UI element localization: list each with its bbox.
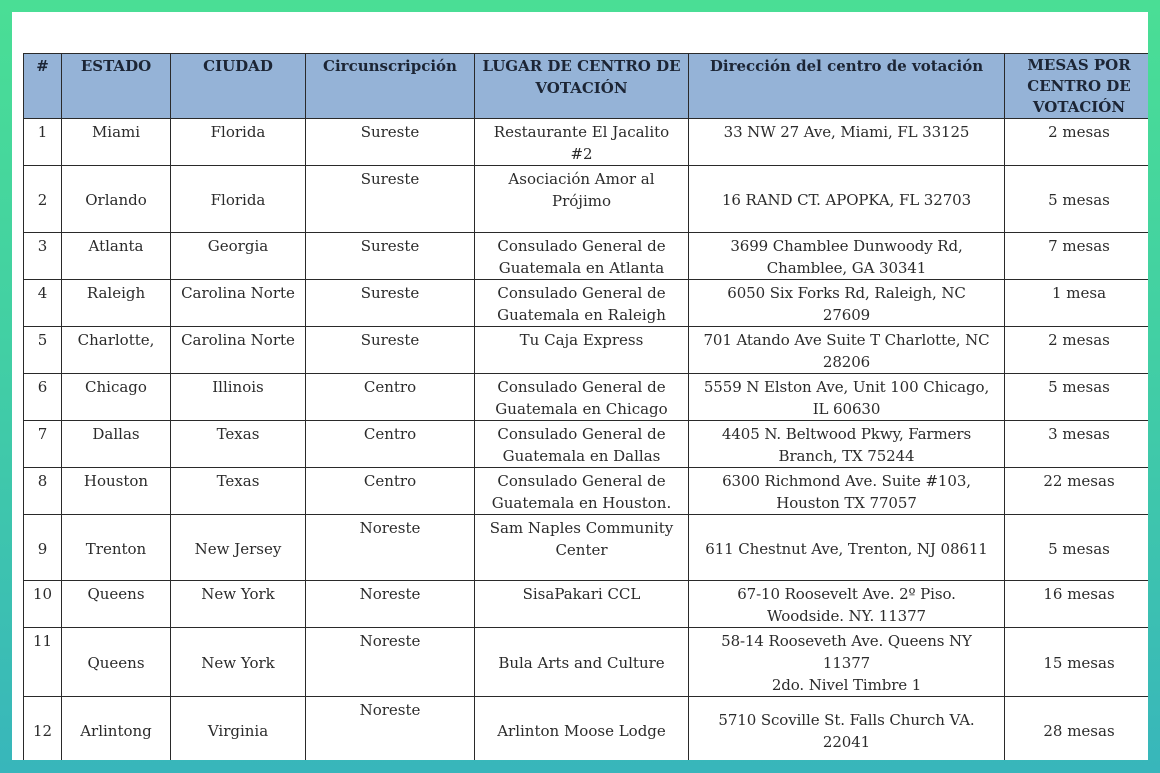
table-row [24,581,1149,628]
direccion-cell-line: 6300 Richmond Ave. Suite #103, [722,472,971,490]
ciudad-cell: New Jersey [171,515,306,581]
lugar-cell [475,233,689,280]
circunscripcion-cell: Sureste [306,280,475,327]
mesas-cell: 5 mesas [1005,515,1149,581]
direccion-cell [689,581,1005,628]
header-mesas-line: CENTRO DE [1027,77,1131,95]
ciudad-cell: Carolina Norte [171,280,306,327]
direccion-cell [689,166,1005,233]
lugar-cell [475,468,689,515]
lugar-cell-line: Tu Caja Express [519,331,644,349]
lugar-cell-line: Guatemala en Houston. [491,494,672,512]
direccion-cell-line: 33 NW 27 Ave, Miami, FL 33125 [723,123,970,141]
table-row [24,280,1149,327]
direccion-cell-line: Houston TX 77057 [776,494,917,512]
circunscripcion-cell: Centro [306,421,475,468]
table-row [24,468,1149,515]
direccion-cell [689,374,1005,421]
table-row [24,697,1149,761]
lugar-cell [475,374,689,421]
direccion-cell-line: 27609 [822,306,871,324]
mesas-cell: 15 mesas [1005,628,1149,697]
row-number: 1 [24,119,62,166]
header-lugar [475,54,689,119]
lugar-cell-line: Guatemala en Raleigh [497,306,666,324]
direccion-cell-line: 16 RAND CT. APOPKA, FL 32703 [721,191,972,209]
row-number: 4 [24,280,62,327]
circunscripcion-cell: Sureste [306,166,475,233]
header-ciudad: CIUDAD [171,54,306,119]
lugar-cell-line: Guatemala en Atlanta [498,259,665,277]
direccion-cell [689,697,1005,761]
ciudad-cell: Texas [171,421,306,468]
table-row [24,421,1149,468]
mesas-cell: 7 mesas [1005,233,1149,280]
lugar-cell-line: Arlinton Moose Lodge [497,721,666,740]
lugar-cell-line: Consulado General de [497,425,666,443]
lugar-cell-line: Consulado General de [497,378,666,396]
mesas-cell: 5 mesas [1005,166,1149,233]
lugar-cell [475,628,689,697]
mesas-cell: 16 mesas [1005,581,1149,628]
direccion-cell-line: 2do. Nivel Timbre 1 [771,676,922,694]
lugar-cell-line: Asociación Amor al [508,170,655,188]
lugar-cell [475,515,689,581]
direccion-cell [689,468,1005,515]
estado-cell: Atlanta [62,233,171,280]
lugar-cell [475,166,689,233]
row-number: 8 [24,468,62,515]
header-lugar-line: VOTACIÓN [535,79,628,97]
direccion-cell-line: Chamblee, GA 30341 [766,259,927,277]
direccion-cell-line: 611 Chestnut Ave, Trenton, NJ 08611 [705,539,988,558]
direccion-cell [689,280,1005,327]
header-mesas-line: VOTACIÓN [1032,98,1126,116]
direccion-cell-line: 5559 N Elston Ave, Unit 100 Chicago, [703,378,990,396]
lugar-cell [475,280,689,327]
direccion-cell-line: 701 Atando Ave Suite T Charlotte, NC [703,331,990,349]
direccion-cell [689,628,1005,697]
circunscripcion-cell: Centro [306,374,475,421]
estado-cell: Queens [62,628,171,697]
row-number: 9 [24,515,62,581]
mesas-cell: 2 mesas [1005,327,1149,374]
lugar-cell-line: Consulado General de [497,284,666,302]
direccion-cell-line: 28206 [822,353,871,371]
direccion-cell-line: 5710 Scoville St. Falls Church VA. [718,710,975,729]
table-row [24,119,1149,166]
lugar-cell [475,697,689,761]
header-estado: ESTADO [62,54,171,119]
table-row [24,166,1149,233]
estado-cell: Orlando [62,166,171,233]
lugar-cell-line: Guatemala en Dallas [502,447,661,465]
direccion-cell-line: 3699 Chamblee Dunwoody Rd, [730,237,963,255]
header-circunscripcion: Circunscripción [306,54,475,119]
circunscripcion-cell: Sureste [306,327,475,374]
voting-centers-table [23,53,1148,760]
ciudad-cell: Texas [171,468,306,515]
table-row [24,233,1149,280]
table-header-row [24,54,1149,119]
circunscripcion-cell: Noreste [306,697,475,761]
direccion-cell-line: IL 60630 [812,400,881,418]
ciudad-cell: Illinois [171,374,306,421]
lugar-cell-line: Restaurante El Jacalito [493,123,670,141]
ciudad-cell: Florida [171,166,306,233]
lugar-cell-line: #2 [570,145,593,163]
direccion-cell-line: Branch, TX 75244 [778,447,915,465]
circunscripcion-cell: Sureste [306,119,475,166]
lugar-cell [475,581,689,628]
ciudad-cell: Florida [171,119,306,166]
circunscripcion-cell: Noreste [306,581,475,628]
ciudad-cell: Georgia [171,233,306,280]
mesas-cell: 2 mesas [1005,119,1149,166]
lugar-cell [475,327,689,374]
ciudad-cell: New York [171,581,306,628]
direccion-cell [689,233,1005,280]
header-lugar-line: LUGAR DE CENTRO DE [482,57,681,75]
row-number: 12 [24,697,62,761]
estado-cell: Chicago [62,374,171,421]
estado-cell: Houston [62,468,171,515]
direccion-cell-line: 6050 Six Forks Rd, Raleigh, NC [727,284,966,302]
lugar-cell [475,119,689,166]
direccion-cell-line: 67-10 Roosevelt Ave. 2º Piso. [737,585,956,603]
circunscripcion-cell: Noreste [306,628,475,697]
direccion-cell-line: Woodside. NY. 11377 [766,607,927,625]
circunscripcion-cell: Sureste [306,233,475,280]
estado-cell: Arlintong [62,697,171,761]
lugar-cell [475,421,689,468]
header-direccion: Dirección del centro de votación [689,54,1005,119]
lugar-cell-line: Center [555,541,608,559]
mesas-cell: 5 mesas [1005,374,1149,421]
table-row [24,374,1149,421]
mesas-cell: 3 mesas [1005,421,1149,468]
mesas-cell: 22 mesas [1005,468,1149,515]
lugar-cell-line: SisaPakari CCL [522,585,641,603]
estado-cell: Charlotte, [62,327,171,374]
ciudad-cell: New York [171,628,306,697]
table-row [24,628,1149,697]
estado-cell: Queens [62,581,171,628]
direccion-cell [689,119,1005,166]
estado-cell: Trenton [62,515,171,581]
circunscripcion-cell: Noreste [306,515,475,581]
lugar-cell-line: Consulado General de [497,237,666,255]
header-number: # [24,54,62,119]
row-number: 6 [24,374,62,421]
direccion-cell [689,421,1005,468]
lugar-cell-line: Guatemala en Chicago [495,400,668,418]
table-row [24,515,1149,581]
ciudad-cell: Carolina Norte [171,327,306,374]
direccion-cell [689,327,1005,374]
estado-cell: Miami [62,119,171,166]
lugar-cell-line: Consulado General de [497,472,666,490]
ciudad-cell: Virginia [171,697,306,761]
mesas-cell: 1 mesa [1005,280,1149,327]
circunscripcion-cell: Centro [306,468,475,515]
estado-cell: Dallas [62,421,171,468]
row-number: 5 [24,327,62,374]
row-number: 2 [24,166,62,233]
estado-cell: Raleigh [62,280,171,327]
row-number: 11 [24,628,62,697]
header-mesas [1005,54,1149,119]
table-row [24,327,1149,374]
direccion-cell-line: 4405 N. Beltwood Pkwy, Farmers [721,425,972,443]
row-number: 7 [24,421,62,468]
lugar-cell-line: Prójimo [552,192,611,210]
direccion-cell [689,515,1005,581]
lugar-cell-line: Bula Arts and Culture [498,654,665,672]
row-number: 10 [24,581,62,628]
document-page [12,12,1148,760]
mesas-cell: 28 mesas [1005,697,1149,761]
direccion-cell-line: 11377 [822,654,871,672]
header-mesas-line: MESAS POR [1027,56,1131,74]
direccion-cell-line: 22041 [822,732,871,751]
direccion-cell-line: 58-14 Rooseveth Ave. Queens NY [721,632,972,650]
lugar-cell-line: Sam Naples Community [489,519,674,537]
row-number: 3 [24,233,62,280]
